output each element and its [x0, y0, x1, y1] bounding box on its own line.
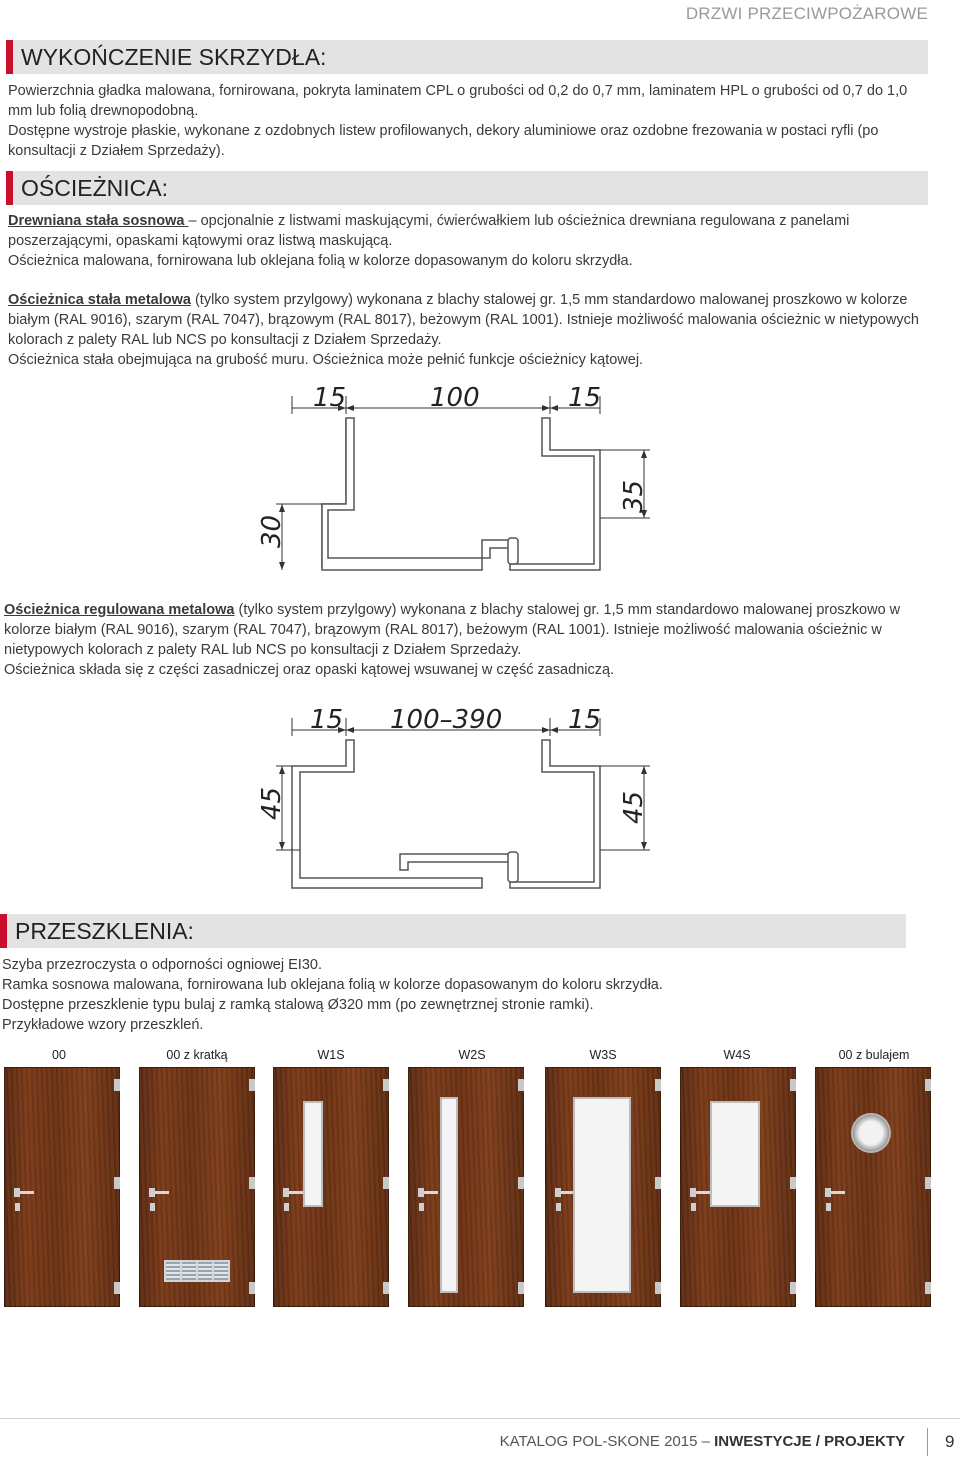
porthole-window [853, 1115, 889, 1151]
adjustable-metal-frame-diagram [250, 700, 670, 900]
metal-frame-text: (tylko system przylgowy) wykonana z blachy stalowej gr. 1,5 mm standardowo malowanej proszkowo w kolorze białym (RAL 9016), szarym (RAL 7047), brązowym (RAL 8017), beżowym (RAL 1001). Istnieje możliwość malowania ościeżnic w nietypowych kolorach z palety RAL lub NCS po konsultacji z Działem Sprzedaży. [8, 292, 919, 348]
page-header-title: DRZWI PRZECIWPOŻAROWE [685, 4, 928, 23]
section-title-text: OŚCIEŻNICA: [21, 175, 168, 201]
footer-catalog-bold: INWESTYCJE / PROJEKTY [714, 1433, 905, 1450]
section-title-glazing [0, 914, 906, 948]
wood-frame-lead: Drewniana stała sosnowa [8, 213, 189, 229]
glazing-description [2, 955, 902, 1035]
door-image-00-porthole [815, 1067, 931, 1307]
page-number: 9 [945, 1432, 955, 1451]
door-label-w1s: W1S [317, 1048, 345, 1062]
door-label-w2s: W2S [458, 1048, 486, 1062]
door-handle [690, 1191, 710, 1194]
footer-separator [927, 1428, 928, 1456]
metal-frame-description [8, 290, 923, 370]
glass-panel [303, 1101, 323, 1207]
door-handle [418, 1191, 438, 1194]
door-image-00-grille [139, 1067, 255, 1307]
finish-description [8, 81, 923, 161]
dim-right: 35 [619, 479, 649, 513]
dim-top-right: 15 [568, 705, 602, 735]
dim-left: 30 [257, 514, 287, 548]
ventilation-grille [164, 1260, 230, 1282]
door-image-00 [4, 1067, 120, 1307]
glass-panel [440, 1097, 458, 1293]
metal-frame-lead: Ościeżnica stała metalowa [8, 292, 191, 308]
dim-right: 45 [619, 790, 649, 824]
fixed-metal-frame-diagram [250, 378, 670, 578]
dim-top-mid: 100 [430, 383, 480, 413]
door-handle [555, 1191, 575, 1194]
dim-top-mid: 100–390 [390, 705, 503, 735]
door-handle [825, 1191, 845, 1194]
glazing-line-1: Szyba przezroczysta o odporności ogniowej EI30. [2, 957, 322, 973]
dim-top-left: 15 [310, 705, 344, 735]
section-title-text: PRZESZKLENIA: [15, 918, 194, 944]
door-image-w4s [680, 1067, 796, 1307]
wood-frame-description [8, 211, 868, 271]
door-handle [14, 1191, 34, 1194]
wood-frame-text: – opcjonalnie z listwami maskującymi, ćwierćwałkiem lub ościeżnica drewniana regulowana z panelami poszerzającymi, opaskami kątowymi oraz listwą maskującą. [8, 213, 850, 249]
door-image-w3s [545, 1067, 661, 1307]
adjustable-frame-description [4, 600, 924, 680]
door-image-w1s [273, 1067, 389, 1307]
dim-top-left: 15 [313, 383, 347, 413]
wood-frame-text-2: Ościeżnica malowana, fornirowana lub oklejana folią w kolorze dopasowanym do koloru skrzydła. [8, 253, 633, 269]
adjustable-frame-text-2: Ościeżnica składa się z części zasadniczej oraz opaski kątowej wsuwanej w część zasadniczą. [4, 662, 615, 678]
door-handle [283, 1191, 303, 1194]
dim-left: 45 [257, 786, 287, 820]
adjustable-frame-lead: Ościeżnica regulowana metalowa [4, 602, 235, 618]
glazing-line-3: Dostępne przeszklenie typu bulaj z ramką stalową Ø320 mm (po zewnętrznej stronie ramki). [2, 997, 594, 1013]
finish-paragraph-1: Powierzchnia gładka malowana, fornirowana, pokryta laminatem CPL o grubości od 0,2 do 0,7 mm, laminatem HPL o grubości od 0,7 do 1,0 mm lub folią drewnopodobną. [8, 83, 908, 119]
metal-frame-text-2: Ościeżnica stała obejmująca na grubość muru. Ościeżnica może pełnić funkcje ościeżnicy kątowej. [8, 352, 644, 368]
section-title-frame [6, 171, 928, 205]
door-label-00: 00 [52, 1048, 66, 1062]
section-title-text: WYKOŃCZENIE SKRZYDŁA: [21, 44, 327, 70]
footer-catalog [500, 1433, 905, 1450]
door-label-00-grille: 00 z kratką [166, 1048, 228, 1062]
door-label-00-porthole: 00 z bulajem [838, 1048, 910, 1062]
finish-paragraph-2: Dostępne wystroje płaskie, wykonane z ozdobnych listew profilowanych, dekory aluminiowe oraz ozdobne frezowania w postaci ryfli (po konsultacji z Działem Sprzedaży). [8, 123, 879, 159]
glass-panel [710, 1101, 760, 1207]
glazing-line-4: Przykładowe wzory przeszkleń. [2, 1017, 204, 1033]
section-title-finish [6, 40, 928, 74]
adjustable-frame-text: (tylko system przylgowy) wykonana z blachy stalowej gr. 1,5 mm standardowo malowanej proszkowo w kolorze białym (RAL 9016), szarym (RAL 7047), brązowym (RAL 8017), beżowym (RAL 1001). Istnieje możliwość malowania ościeżnic w nietypowych kolorach z palety RAL lub NCS po konsultacji z Działem Sprzedaży. [4, 602, 901, 658]
footer-catalog-text: KATALOG POL-SKONE 2015 – [499, 1433, 715, 1450]
dim-top-right: 15 [568, 383, 602, 413]
footer-divider [0, 1418, 960, 1419]
door-handle [149, 1191, 169, 1194]
door-label-w4s: W4S [723, 1048, 751, 1062]
glazing-line-2: Ramka sosnowa malowana, fornirowana lub oklejana folią w kolorze dopasowanym do koloru skrzydła. [2, 977, 663, 993]
door-label-w3s: W3S [589, 1048, 617, 1062]
glass-panel [573, 1097, 631, 1293]
door-image-w2s [408, 1067, 524, 1307]
